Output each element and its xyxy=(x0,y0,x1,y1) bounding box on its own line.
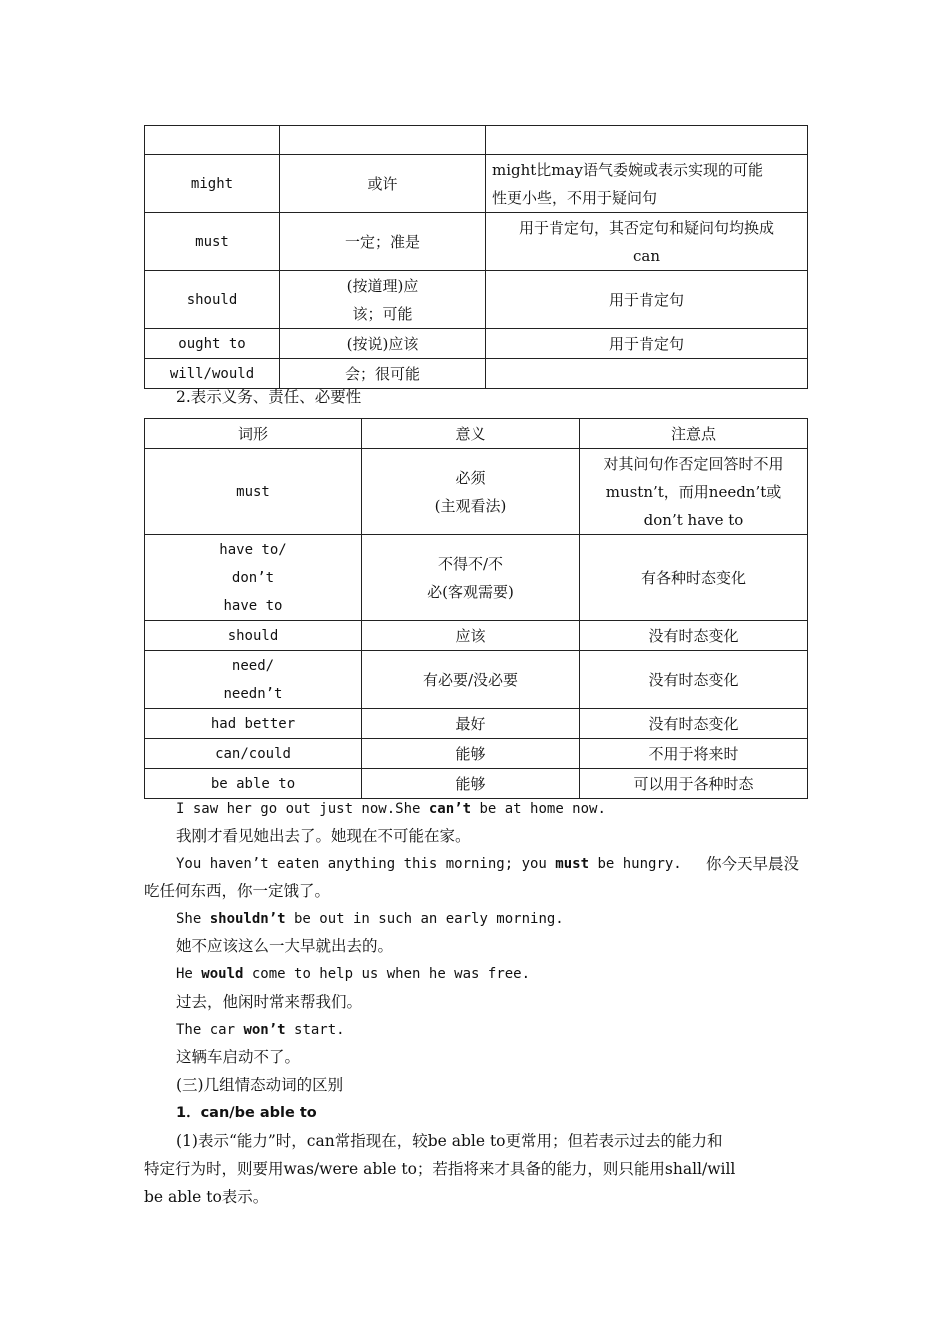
cell-note-line: 用于肯定句，其否定句和疑问句均换成 xyxy=(518,218,774,237)
cell-word-line: have to xyxy=(223,597,283,614)
cell-word-line: should xyxy=(186,291,238,308)
cell-note-line: 性更小些，不用于疑问句 xyxy=(492,188,658,207)
cell-meaning-line: 会；很可能 xyxy=(344,364,420,383)
example-5-cn: 这辆车启动不了。 xyxy=(176,1048,301,1066)
cell-note-line: 可以用于各种时态 xyxy=(633,774,754,793)
paragraph-1-line-2: 特定行为时，则要用was/were able to；若指将来才具备的能力，则只能用shall/will xyxy=(144,1160,736,1178)
cell-word xyxy=(145,769,362,799)
section-2-title: 2.表示义务、责任、必要性 xyxy=(176,388,362,406)
example-2-cn-part1: 你今天早晨没 xyxy=(706,855,800,873)
cell-meaning xyxy=(362,535,580,621)
cell-word-line: had better xyxy=(210,715,296,732)
cell-word xyxy=(145,709,362,739)
cell-note xyxy=(580,739,808,769)
cell-word xyxy=(145,449,362,535)
table-row xyxy=(145,329,808,359)
cell-meaning-line: 该；可能 xyxy=(352,304,413,323)
cell-meaning-line: 一定；准是 xyxy=(344,232,420,251)
cell-meaning xyxy=(280,213,486,271)
cell-note xyxy=(580,651,808,709)
cell-word-line: needn’t xyxy=(223,685,283,702)
example-1-cn: 我刚才看见她出去了。她现在不可能在家。 xyxy=(176,827,471,845)
cell-note xyxy=(580,769,808,799)
table-row xyxy=(145,449,808,535)
example-3-cn: 她不应该这么一大早就出去的。 xyxy=(176,937,394,955)
cell-word-line: ought to xyxy=(178,335,246,352)
paragraph-1-line-3: be able to表示。 xyxy=(144,1188,269,1206)
cell-word xyxy=(145,329,280,359)
cell-word-line: be able to xyxy=(210,775,296,792)
cell-word xyxy=(145,739,362,769)
cell-meaning xyxy=(280,126,486,155)
cell-meaning xyxy=(362,739,580,769)
cell-meaning xyxy=(280,329,486,359)
cell-word-line: have to/ xyxy=(219,541,287,558)
subsection-1-title: 1．can/be able to xyxy=(176,1105,317,1121)
cell-note-line: 没有时态变化 xyxy=(648,714,739,733)
cell-meaning-line: 应该 xyxy=(455,626,486,645)
cell-meaning xyxy=(362,651,580,709)
cell-note xyxy=(486,271,808,329)
modal-table-2 xyxy=(144,418,808,799)
cell-note-line: don’t have to xyxy=(643,510,744,529)
cell-meaning xyxy=(362,769,580,799)
paragraph-1-line-1: (1)表示“能力”时，can常指现在，较be able to更常用；但若表示过去的能力和 xyxy=(176,1132,723,1150)
cell-meaning-line: 必(客观需要) xyxy=(427,582,514,601)
cell-note-line: can xyxy=(632,246,660,265)
column-header: 意义 xyxy=(362,419,580,449)
cell-note-line: 没有时态变化 xyxy=(648,670,739,689)
table-row xyxy=(145,271,808,329)
cell-meaning-line: (按说)应该 xyxy=(346,334,419,353)
cell-note-line: 有各种时态变化 xyxy=(640,568,746,587)
table-row xyxy=(145,739,808,769)
cell-word-line: need/ xyxy=(231,657,275,674)
cell-word-line: must xyxy=(236,483,270,500)
cell-note-line: might比may语气委婉或表示实现的可能 xyxy=(492,160,763,179)
cell-word xyxy=(145,651,362,709)
cell-note xyxy=(580,449,808,535)
cell-note-line: 没有时态变化 xyxy=(648,626,739,645)
table-row xyxy=(145,709,808,739)
cell-note xyxy=(580,535,808,621)
cell-word-line: don’t xyxy=(231,569,275,586)
cell-note-line: 对其问句作否定回答时不用 xyxy=(603,454,784,473)
cell-meaning-line: 不得不/不 xyxy=(437,554,504,573)
cell-word xyxy=(145,213,280,271)
cell-word-line: will/would xyxy=(169,365,255,382)
modal-table-1 xyxy=(144,125,808,389)
cell-meaning-line: (主观看法) xyxy=(434,496,507,515)
cell-meaning-line: 最好 xyxy=(455,714,486,733)
table2-body xyxy=(145,419,808,799)
section-3-title: (三)几组情态动词的区别 xyxy=(176,1076,344,1094)
cell-meaning xyxy=(362,709,580,739)
cell-note xyxy=(486,126,808,155)
cell-meaning xyxy=(280,155,486,213)
cell-word-line: must xyxy=(195,233,229,250)
table1-body xyxy=(145,126,808,389)
cell-note-line: 不用于将来时 xyxy=(648,744,739,763)
table-header-row xyxy=(145,419,808,449)
table-row xyxy=(145,155,808,213)
cell-word xyxy=(145,621,362,651)
example-5-en: The car won’t start. xyxy=(176,1022,345,1038)
cell-note xyxy=(486,329,808,359)
cell-note xyxy=(486,213,808,271)
cell-meaning xyxy=(362,621,580,651)
cell-meaning-line: 能够 xyxy=(455,744,486,763)
cell-word-line: might xyxy=(190,175,234,192)
cell-word xyxy=(145,155,280,213)
table-row xyxy=(145,126,808,155)
cell-meaning-line: 必须 xyxy=(455,468,486,487)
column-header: 注意点 xyxy=(580,419,808,449)
cell-word xyxy=(145,535,362,621)
cell-meaning-line: 有必要/没必要 xyxy=(422,670,519,689)
cell-note xyxy=(580,621,808,651)
cell-meaning xyxy=(362,449,580,535)
cell-word-line: can/could xyxy=(215,745,291,762)
cell-note-line: 用于肯定句 xyxy=(608,290,684,309)
table-row xyxy=(145,213,808,271)
cell-meaning-line: 能够 xyxy=(455,774,486,793)
example-3-en: She shouldn’t be out in such an early morning. xyxy=(176,911,564,927)
example-4-en: He would come to help us when he was free. xyxy=(176,966,531,982)
cell-word xyxy=(145,126,280,155)
cell-note xyxy=(486,359,808,389)
cell-meaning xyxy=(280,271,486,329)
cell-note xyxy=(486,155,808,213)
cell-meaning-line: 或许 xyxy=(367,174,398,193)
column-header: 词形 xyxy=(145,419,362,449)
cell-note-line: mustn’t，而用needn’t或 xyxy=(605,482,782,501)
table-row xyxy=(145,535,808,621)
example-4-cn: 过去，他闲时常来帮我们。 xyxy=(176,993,363,1011)
cell-note-line: 用于肯定句 xyxy=(608,334,684,353)
table-row xyxy=(145,621,808,651)
cell-word-line: should xyxy=(227,627,279,644)
cell-word xyxy=(145,271,280,329)
cell-meaning-line: (按道理)应 xyxy=(346,276,419,295)
table-row xyxy=(145,769,808,799)
example-2-en: You haven’t eaten anything this morning; you must be hungry. xyxy=(176,856,682,872)
table-row xyxy=(145,651,808,709)
example-2-cn-part2: 吃任何东西，你一定饿了。 xyxy=(144,882,331,900)
cell-note xyxy=(580,709,808,739)
example-1-en: I saw her go out just now.She can’t be at home now. xyxy=(176,801,606,817)
